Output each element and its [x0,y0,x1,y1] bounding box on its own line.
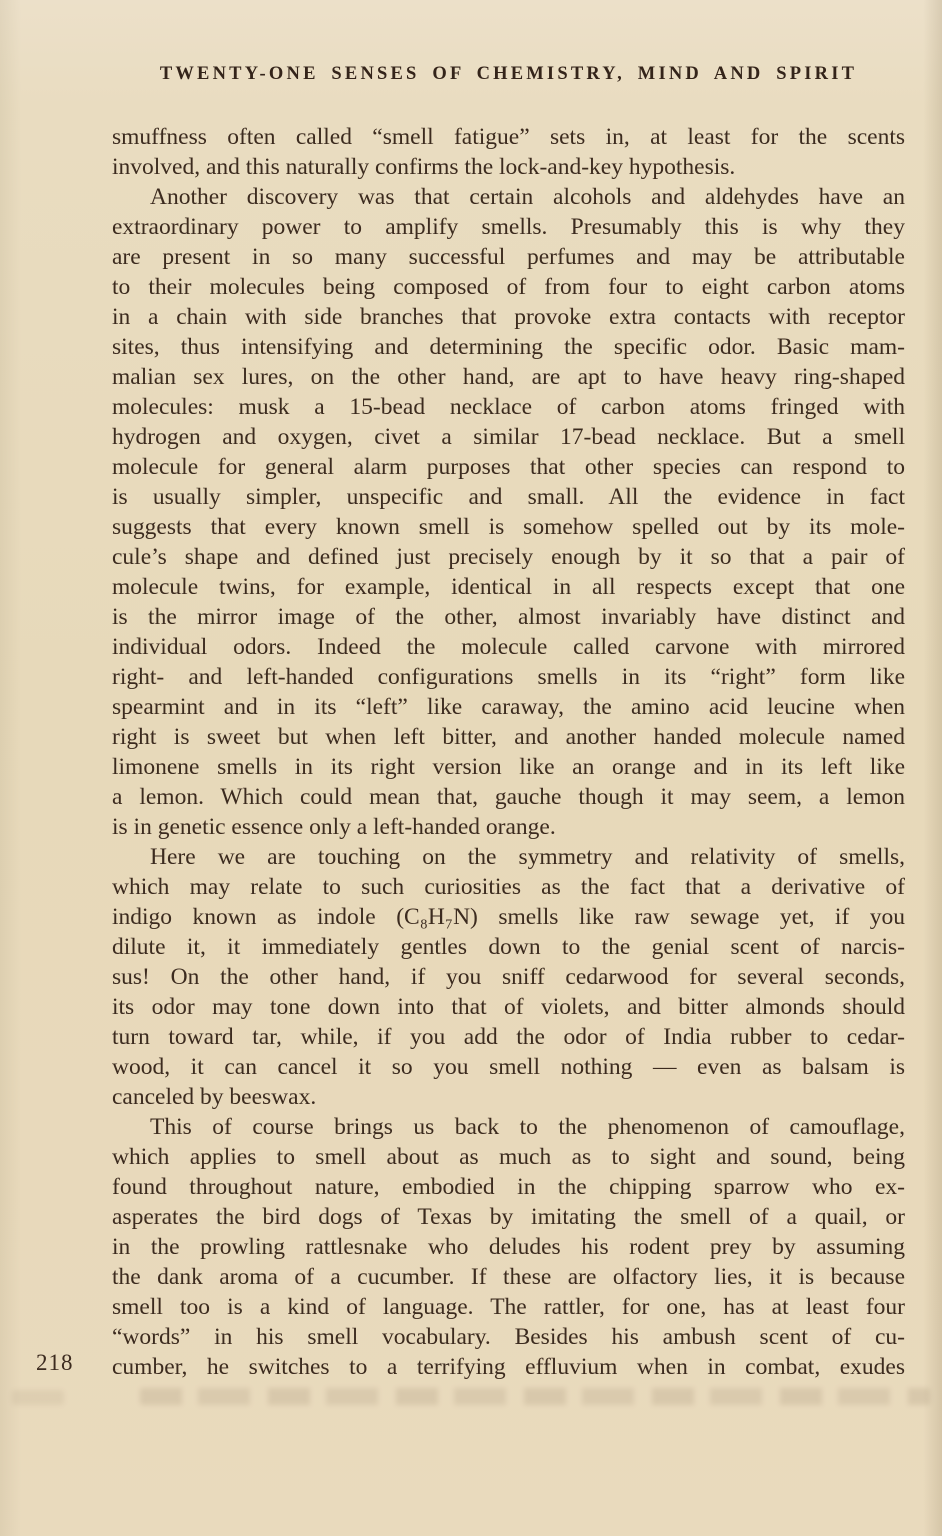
text-line: in a chain with side branches that provoke extra contacts with receptor [112,304,905,330]
text-line: its odor may tone down into that of violets, and bitter almonds should [112,994,905,1020]
text-line: involved, and this naturally confirms the lock-and-key hypothesis. [112,154,736,180]
text-line: This of course brings us back to the phenomenon of camouflage, [150,1114,905,1140]
text-line: dilute it, it immediately gentles down to the genial scent of narcis- [112,934,905,960]
text-line: found throughout nature, embodied in the chipping sparrow who ex- [112,1174,905,1200]
text-line: in the prowling rattlesnake who deludes his rodent prey by assuming [112,1234,905,1260]
text-line: limonene smells in its right version like an orange and in its left like [112,754,905,780]
text-line: Here we are touching on the symmetry and relativity of smells, [150,844,905,870]
text-line: individual odors. Indeed the molecule called carvone with mirrored [112,634,905,660]
showthrough-text-blur [12,1390,64,1405]
text-line: asperates the bird dogs of Texas by imitating the smell of a quail, or [112,1204,905,1230]
text-line: which may relate to such curiosities as the fact that a derivative of [112,874,905,900]
text-line: sites, thus intensifying and determining the specific odor. Basic mam- [112,334,905,360]
text-line: turn toward tar, while, if you add the odor of India rubber to cedar- [112,1024,905,1050]
text-line: extraordinary power to amplify smells. Presumably this is why they [112,214,905,240]
text-line: “words” in his smell vocabulary. Besides his ambush scent of cu- [112,1324,905,1350]
running-head: TWENTY-ONE SENSES OF CHEMISTRY, MIND AND SPIRIT [159,64,858,84]
text-line: Another discovery was that certain alcohols and aldehydes have an [150,184,905,210]
text-line: is in genetic essence only a left-handed orange. [112,814,556,840]
text-line: a lemon. Which could mean that, gauche though it may seem, a lemon [112,784,905,810]
text-line: which applies to smell about as much as to sight and sound, being [112,1144,905,1170]
text-line: cule’s shape and defined just precisely enough by it so that a pair of [112,544,905,570]
text-line: is the mirror image of the other, almost invariably have distinct and [112,604,905,630]
text-line: cumber, he switches to a terrifying effluvium when in combat, exudes [112,1354,905,1380]
text-line: wood, it can cancel it so you smell nothing — even as balsam is [112,1054,905,1080]
page-number: 218 [36,1350,74,1375]
text-line: molecule twins, for example, identical in all respects except that one [112,574,905,600]
text-line: right is sweet but when left bitter, and another handed molecule named [112,724,905,750]
text-line: malian sex lures, on the other hand, are apt to have heavy ring-shaped [112,364,905,390]
body-text [112,122,905,1382]
text-line: molecule for general alarm purposes that other species can respond to [112,454,905,480]
text-line: the dank aroma of a cucumber. If these are olfactory lies, it is because [112,1264,905,1290]
text-line: to their molecules being composed of from four to eight carbon atoms [112,274,905,300]
text-line: spearmint and in its “left” like caraway, the amino acid leucine when [112,694,905,720]
text-line: smell too is a kind of language. The rattler, for one, has at least four [112,1294,905,1320]
text-line: is usually simpler, unspecific and small. All the evidence in fact [112,484,905,510]
text-line: hydrogen and oxygen, civet a similar 17-bead necklace. But a smell [112,424,905,450]
text-line: right- and left-handed configurations smells in its “right” form like [112,664,905,690]
text-line: are present in so many successful perfumes and may be attributable [112,244,905,270]
text-line: indigo known as indole (C₈H₇N) smells like raw sewage yet, if you [112,904,905,930]
text-line: sus! On the other hand, if you sniff cedarwood for several seconds, [112,964,905,990]
text-line: canceled by beeswax. [112,1084,317,1110]
text-line: suggests that every known smell is somehow spelled out by its mole- [112,514,905,540]
text-line: smuffness often called “smell fatigue” sets in, at least for the scents [112,124,905,150]
text-line: molecules: musk a 15-bead necklace of carbon atoms fringed with [112,394,905,420]
showthrough-text-blur [140,1388,930,1405]
